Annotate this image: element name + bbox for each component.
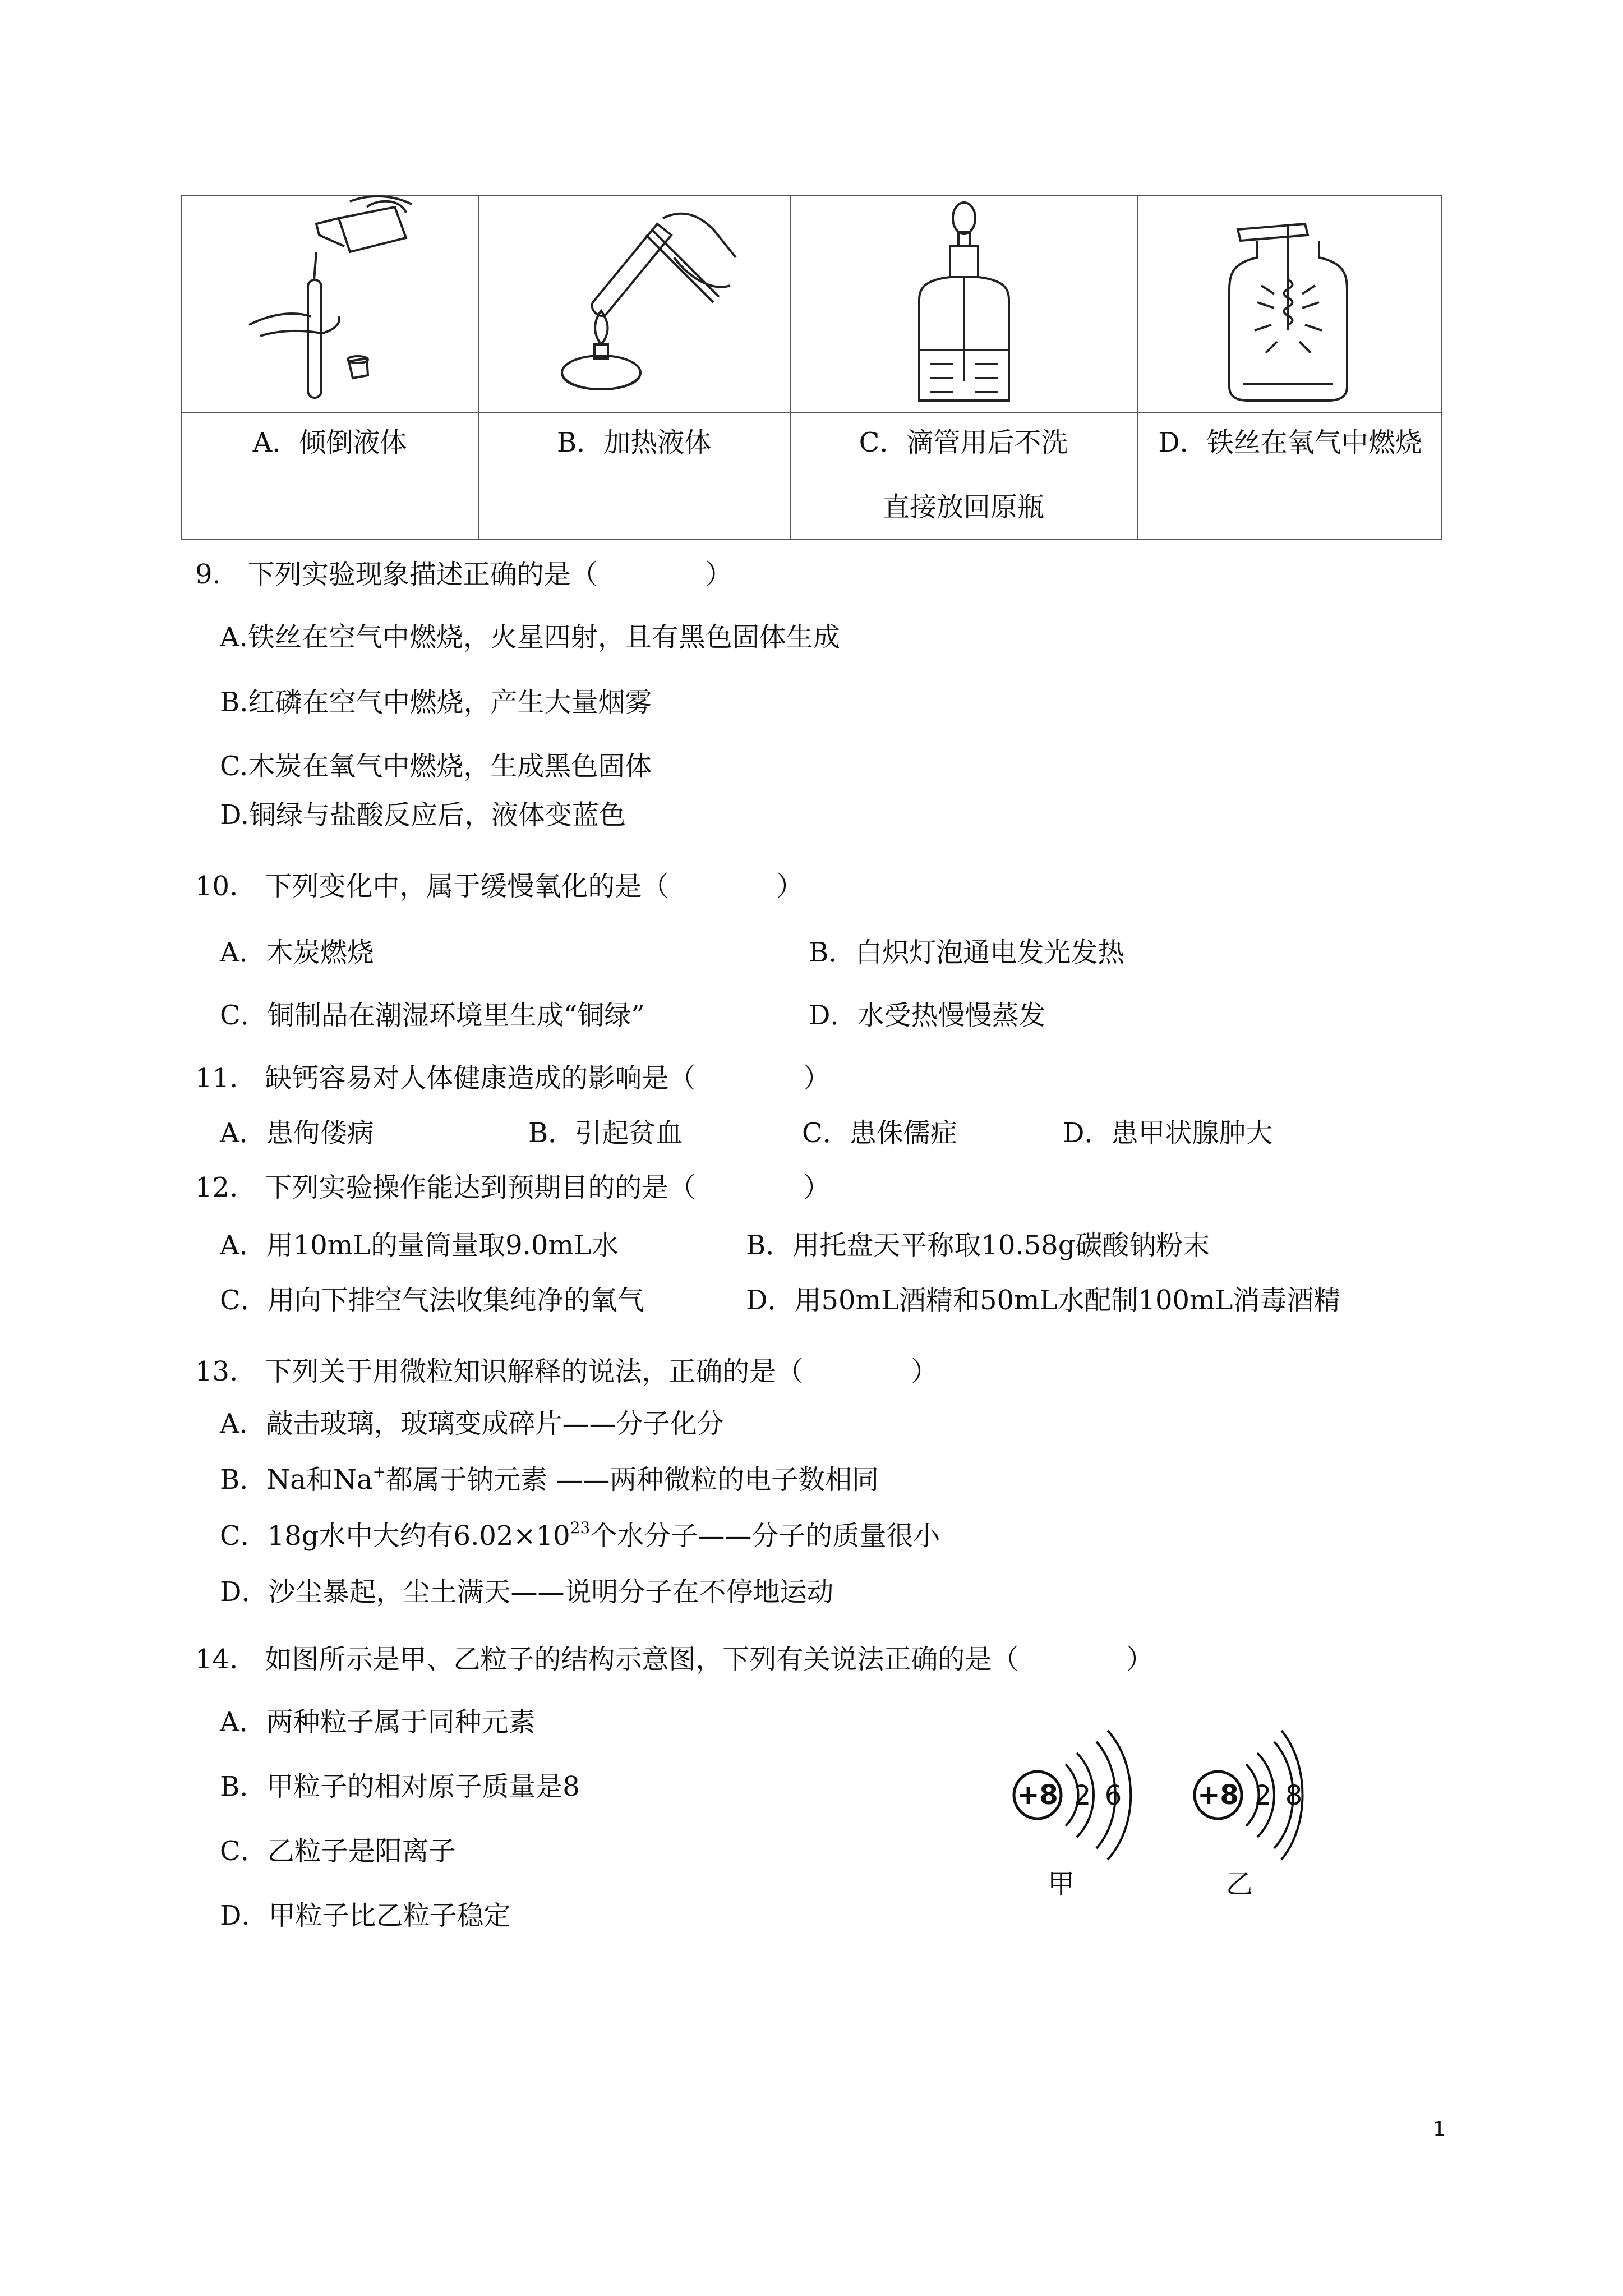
q14-option-d: D．甲粒子比乙粒子稳定 [220,1900,511,1931]
nucleus-charge: +8 [1197,1779,1239,1811]
q13-option-b-text: B．Na和Na [220,1464,373,1496]
caption-text: C．滴管用后不洗 [859,427,1068,458]
particle-label: 甲 [1047,1869,1075,1900]
iron-wire-burning-illustration [1137,196,1444,412]
q10-option-b: B．白炽灯泡通电发光发热 [809,937,1125,968]
q13-option-c-superscript: 23 [570,1519,591,1537]
q13-option-b-text-tail: 都属于钠元素 ——两种微粒的电子数相同 [385,1464,879,1496]
question-13-stem: 13. 下列关于用微粒知识解释的说法，正确的是（ ） [195,1356,938,1387]
q10-option-a: A．木炭燃烧 [220,937,374,968]
caption-d [1137,412,1444,539]
particle-yi-diagram [1195,1731,1303,1900]
q12-option-c: C．用向下排空气法收集纯净的氧气 [220,1285,644,1316]
q13-option-d: D．沙尘暴起，尘土满天——说明分子在不停地运动 [220,1576,834,1608]
q9-option-a: A.铁丝在空气中燃烧，火星四射，且有黑色固体生成 [220,622,840,653]
q12-option-d: D．用50mL酒精和50mL水配制100mL消毒酒精 [746,1285,1341,1316]
q11-option-c: C．患侏儒症 [802,1117,957,1149]
q13-option-c [220,1519,940,1553]
page-number: 1 [1433,2118,1446,2141]
q12-option-a: A．用10mL的量筒量取9.0mL水 [220,1230,619,1261]
q9-option-c: C.木炭在氧气中燃烧，生成黑色固体 [220,751,652,782]
caption-text: A．倾倒液体 [252,427,407,458]
question-10-stem: 10. 下列变化中，属于缓慢氧化的是（ ） [195,871,804,902]
q12-option-b: B．用托盘天平称取10.58g碳酸钠粉末 [746,1230,1210,1261]
caption-b [478,412,790,539]
q9-option-b: B.红磷在空气中燃烧，产生大量烟雾 [220,687,652,718]
q11-option-b: B．引起贫血 [528,1117,683,1149]
caption-c [790,412,1137,539]
figure-table [181,195,1442,540]
question-9-stem: 9. 下列实验现象描述正确的是（ ） [195,559,732,590]
pouring-liquid-illustration [182,196,478,412]
q14-option-a: A．两种粒子属于同种元素 [220,1706,536,1738]
q10-option-d: D．水受热慢慢蒸发 [809,1000,1046,1031]
q13-option-b-superscript: + [372,1462,386,1481]
question-14-stem: 14. 如图所示是甲、乙粒子的结构示意图，下列有关说法正确的是（ ） [195,1644,1154,1675]
q11-option-a: A．患佝偻病 [220,1117,374,1149]
q14-option-c: C．乙粒子是阳离子 [220,1835,456,1867]
q14-option-b: B．甲粒子的相对原子质量是8 [220,1771,580,1802]
shell2-electrons: 8 [1285,1780,1303,1811]
nucleus-charge: +8 [1017,1779,1058,1811]
shell2-electrons: 6 [1104,1780,1122,1811]
particle-label: 乙 [1225,1869,1253,1900]
q13-option-b [220,1463,879,1497]
dropper-bottle-illustration [790,196,1137,412]
q10-option-c: C．铜制品在潮湿环境里生成“铜绿” [220,1000,645,1031]
q13-option-c-text: C．18g水中大约有6.02×10 [220,1520,570,1552]
shell1-electrons: 2 [1073,1780,1091,1811]
caption-text-line2: 直接放回原瓶 [882,491,1044,523]
q13-option-c-text-tail: 个水分子——分子的质量很小 [590,1520,940,1552]
caption-text: D．铁丝在氧气中燃烧 [1158,427,1422,458]
particle-structure-diagrams [998,1711,1312,1913]
caption-a [182,412,478,539]
shell1-electrons: 2 [1254,1780,1272,1811]
particle-jia-diagram [1014,1731,1131,1900]
q11-option-d: D．患甲状腺肿大 [1063,1117,1273,1149]
question-11-stem: 11. 缺钙容易对人体健康造成的影响是（ ） [195,1062,831,1094]
heating-liquid-illustration [478,196,790,412]
question-12-stem: 12. 下列实验操作能达到预期目的的是（ ） [195,1172,831,1203]
q13-option-a: A．敲击玻璃，玻璃变成碎片——分子化分 [220,1408,724,1439]
q9-option-d: D.铜绿与盐酸反应后，液体变蓝色 [220,799,626,831]
caption-text: B．加热液体 [556,427,712,458]
